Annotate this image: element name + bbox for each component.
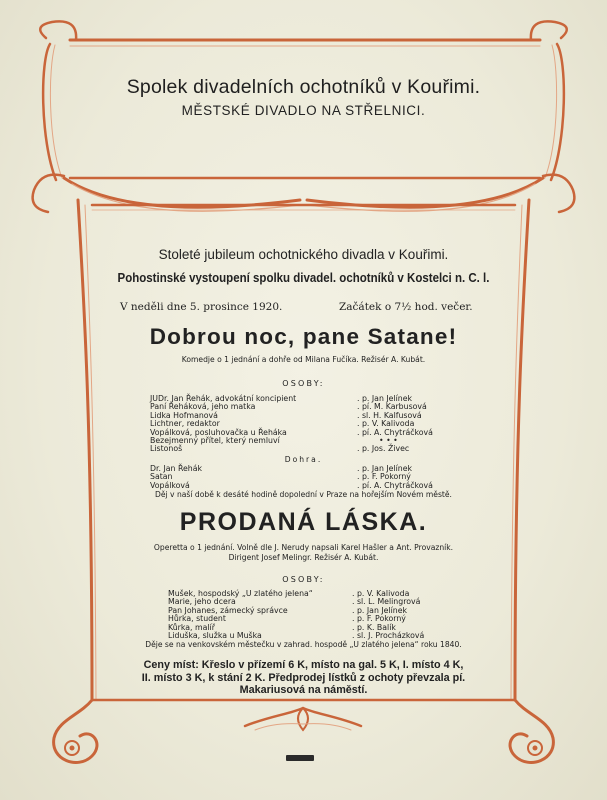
play1-setting: Děj v naší době k desáté hodině dopolední v Praze na hořejším Novém městě. [155,490,452,499]
cast-role: Vopálková [150,480,190,490]
cast-actor: . p. K. Balík [352,622,396,632]
dohra-cast-roles [150,465,202,490]
guest-performance-line: Pohostinské vystoupení spolku divadel. ochotníků v Kostelci n. C. l. [117,271,490,285]
cast-role: Mušek, hospodský „U zlatého jelena“ [168,589,313,598]
play1-cast-roles [150,395,296,454]
cast-actor: . pí. A. Chytráčková [357,480,433,490]
cast-actor: . p. V. Kalivoda [357,419,415,429]
society-name: Spolek divadelních ochotníků v Kouřimi. [126,76,481,98]
price-line: Ceny míst: Křeslo v přízemí 6 K, místo na gal. 5 K, I. místo 4 K, [143,659,464,671]
theatre-name: MĚSTSKÉ DIVADLO NA STŘELNICI. [181,103,426,118]
cast-role: JUDr. Jan Řehák, advokátní koncipient [150,394,297,403]
cast-role: Marie, jeho dcera [168,597,236,607]
play2-description: Operetta o 1 jednání. Volně dle J. Nerudy napsali Karel Hašler a Ant. Provazník. [153,543,454,552]
play2-title: PRODANÁ LÁSKA. [179,508,428,536]
cast-role: Satan [150,472,173,482]
cast-actor: . sl. H. Kalfusová [357,410,422,420]
cast-role: Paní Řeháková, jeho matka [150,402,256,412]
cast-role: Hůrka, student [168,614,226,624]
cast-role: Lichtner, redaktor [150,419,220,429]
start-time: Začátek o 7½ hod. večer. [339,301,473,313]
cast-actor: • • • [379,436,398,446]
ticket-prices [0,659,607,697]
cast-actor: . p. Jos. Živec [357,444,410,454]
cast-actor: . p. Jan Jelínek [357,464,413,473]
play1-cast-heading: OSOBY: [282,379,325,388]
play2-cast-heading: OSOBY: [282,575,325,584]
cast-actor: . p. V. Kalivoda [352,589,410,598]
cast-role: Liduška, služka u Muška [168,631,262,641]
cast-actor: . sl. J. Procházková [352,631,425,641]
play1-title: Dobrou noc, pane Satane! [149,324,458,349]
performance-date: V neděli dne 5. prosince 1920. [120,301,283,313]
play2-setting: Děje se na venkovském městečku v zahrad. hospodě „U zlatého jelena“ roku 1840. [145,640,462,649]
cast-actor: . pí. M. Karbusová [357,402,427,412]
cast-role: Lidka Hofmanová [150,410,218,420]
price-line: Makariusová na náměstí. [239,684,368,697]
cast-role: Bezejmenný přítel, který nemluví [150,436,280,446]
dohra-heading: Dohra. [284,455,323,464]
cast-actor: . p. F. Pokorný [357,472,411,482]
ink-smudge [286,755,314,761]
jubilee-line: Stoleté jubileum ochotnického divadla v Kouřimi. [158,247,449,262]
play2-credits: Dirigent Josef Melingr. Režisér A. Kubát. [228,553,379,562]
play1-subtitle: Komedje o 1 jednání a dohře od Milana Fučíka. Režisér A. Kubát. [181,355,426,364]
cast-role: Pan Johanes, zámecký správce [168,605,288,615]
cast-role: Vopálková, posluhovačka u Řeháka [150,427,287,437]
cast-actor: . p. Jan Jelínek [357,394,413,403]
play2-cast-actors [352,590,424,640]
cast-role: Listonoš [150,444,183,454]
cast-role: Kůrka, malíř [168,622,215,632]
cast-actor: . p. F. Pokorný [352,614,406,624]
play1-cast-actors [357,395,433,454]
cast-role: Dr. Jan Řehák [150,464,203,473]
play2-cast-roles [168,590,313,640]
cast-actor: . p. Jan Jelínek [352,605,408,615]
cast-actor: . pí. A. Chytráčková [357,427,433,437]
cast-actor: . sl. L. Melingrová [352,597,421,607]
price-line: II. místo 3 K, k stání 2 K. Předprodej lístků z ochoty převzala pí. [141,671,466,684]
dohra-cast-actors [357,465,433,490]
